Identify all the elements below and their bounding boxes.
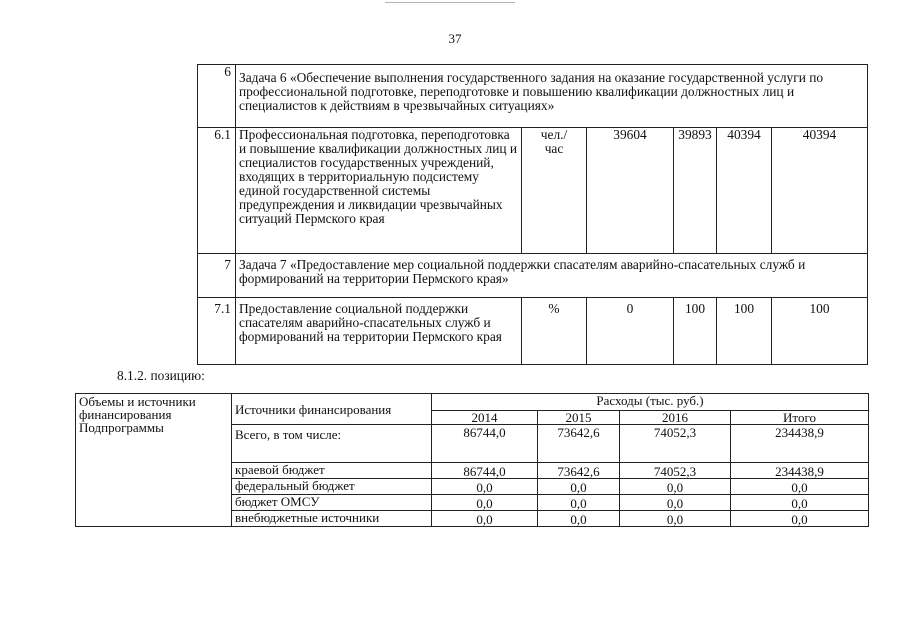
page-number: 37 (448, 31, 462, 46)
row-number: 7 (198, 254, 236, 298)
amount-cell: 0,0 (731, 511, 869, 527)
amount-cell: 0,0 (731, 479, 869, 495)
value-cell: 100 (717, 298, 772, 365)
amount-cell: 86744,0 (432, 463, 538, 479)
table-row (198, 298, 868, 365)
value-cell: 40394 (717, 128, 772, 254)
source-label: краевой бюджет (232, 463, 432, 479)
amount-cell: 73642,6 (538, 463, 620, 479)
row-number: 7.1 (198, 298, 236, 365)
sources-header: Источники финансирования (232, 394, 432, 425)
amount-cell: 86744,0 (432, 425, 538, 463)
indicator-text: Предоставление социальной поддержки спасателям аварийно-спасательных служб и формирований на территории Пермского края (236, 298, 522, 365)
amount-cell: 0,0 (620, 479, 731, 495)
unit-cell: чел./ час (522, 128, 587, 254)
task-text: Задача 6 «Обеспечение выполнения государственного задания на оказание государственной услуги по профессиональной подготовке, переподготовке и повышению квалификации должностных лиц и специалистов к действиям в чрезвычайных ситуациях» (236, 65, 868, 128)
year-header: 2016 (620, 411, 731, 425)
amount-cell: 0,0 (731, 495, 869, 511)
year-header: 2014 (432, 411, 538, 425)
value-cell: 100 (772, 298, 868, 365)
source-label-text: Всего, в том числе: (235, 427, 342, 442)
value-cell: 39893 (674, 128, 717, 254)
table-row (198, 128, 868, 254)
amount-cell: 0,0 (538, 495, 620, 511)
amount-cell: 0,0 (620, 511, 731, 527)
table-row (198, 254, 868, 298)
amount-cell: 74052,3 (620, 463, 731, 479)
source-label: внебюджетные источники (232, 511, 432, 527)
amount-cell: 0,0 (620, 495, 731, 511)
amount-cell: 73642,6 (538, 425, 620, 463)
indicators-table (197, 64, 868, 365)
amount-cell: 0,0 (432, 495, 538, 511)
year-header: 2015 (538, 411, 620, 425)
task-text: Задача 7 «Предоставление мер социальной поддержки спасателям аварийно-спасательных служб и формирований на территории Пермского края» (236, 254, 868, 298)
amount-cell: 0,0 (432, 511, 538, 527)
value-cell: 39604 (587, 128, 674, 254)
amount-cell: 234438,9 (731, 463, 869, 479)
value-cell: 100 (674, 298, 717, 365)
expenses-header: Расходы (тыс. руб.) (432, 394, 869, 411)
indicator-text: Профессиональная подготовка, переподготовка и повышение квалификации должностных лиц и специалистов государственных учреждений, входящих в территориальную подсистему единой государственной системы предупреждения и ликвидации чрезвычайных ситуаций Пермского края (236, 128, 522, 254)
unit-cell: % (522, 298, 587, 365)
source-label: бюджет ОМСУ (232, 495, 432, 511)
top-rule (385, 2, 515, 3)
row-number: 6 (198, 65, 236, 128)
clause-heading: 8.1.2. позицию: (117, 368, 205, 383)
value-cell: 0 (587, 298, 674, 365)
value-cell: 40394 (772, 128, 868, 254)
source-label (232, 425, 432, 463)
source-label: федеральный бюджет (232, 479, 432, 495)
amount-cell: 0,0 (432, 479, 538, 495)
table-row (198, 65, 868, 128)
financing-table (75, 393, 869, 527)
amount-cell: 0,0 (538, 511, 620, 527)
amount-cell: 234438,9 (731, 425, 869, 463)
amount-cell: 0,0 (538, 479, 620, 495)
section-label: Объемы и источники финансирования Подпрограммы (76, 394, 232, 527)
amount-cell: 74052,3 (620, 425, 731, 463)
row-number: 6.1 (198, 128, 236, 254)
year-header: Итого (731, 411, 869, 425)
table-row (76, 394, 869, 411)
